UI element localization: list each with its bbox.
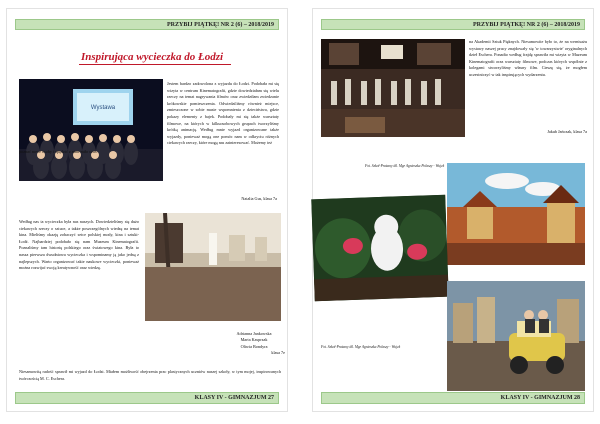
page-header: PRZYBIJ PIĄTKĘ! NR 2 (6) – 2018/2019 (15, 19, 279, 30)
signature-1: Natalia Gus, klasa 7a (241, 196, 277, 201)
signature-name: klasa 7e (271, 350, 285, 356)
car-photo (447, 281, 585, 391)
signature-name: Oliwia Bondyra (240, 343, 268, 349)
photo-caption: Fot. Szkoł-Prażany tkl. Mgr Agnieszka Polaszy - Wujek (365, 164, 445, 168)
exhibition-photo (321, 39, 465, 137)
page-right (312, 8, 594, 412)
screen-text: Wystawa (90, 105, 116, 111)
signature-name: Marta Kasprzak (240, 337, 268, 343)
article-text-2: Według nas ta wycieczka była nas naszych. Dowiedzieliśmy się dużo ciekawych rzeczy o sztuce, a także poszczególnych wiedzę na temat kina. Mieliśmy okazję zobaczyć setce polskiej mody, kina i sztuki- Łodź. Najbardziej podobało się nam Muzeum Kinematografii. Poznaliśmy tam historię polskiego oraz światowego kina. Była to nasza pierwsza dwudniowa wycieczka i wspominamy ją jako jedną z najlepszych. Warto organizować takie naukowe wycieczki, ponieważ można rozwijać swoją kreatywność oraz wiedzę. (19, 219, 139, 271)
closing-paragraph: Niesamowitą radość sprawił mi wyjazd do Łodzi. Miałem możliwość obejrzenia prac plastycznych uczniów naszej szkoły, w tym mojej, inspirowanych twórczością M. C. Eschera. (19, 369, 281, 381)
title-underline (79, 64, 231, 65)
signature-name: Adrianna Jankowska (236, 331, 272, 336)
photo-caption: Fot. Szkoł-Prażany tkl. Mgr Agnieszka Polaszy - Wujek (321, 345, 401, 349)
page-footer: KLASY IV - GIMNAZJUM 28 (321, 392, 585, 404)
signature-2 (199, 331, 309, 357)
childhood-photo (447, 163, 585, 265)
article-title: Inspirująca wycieczka do Łodzi (80, 51, 224, 63)
article-text-1-cont: poznać nowe osoby i spędzić z nimi miło czas. (19, 149, 98, 154)
article-text-1: Jestem bardzo zadowolona z wyjazdu do Łodzi. Podobała mi się wizyta w centrum Kinematografii, gdzie dowiedziałam się wielu rzeczy na temat nagrywania filmów oraz zwiedziłam zwiedzanie krókowskie pomieszczenia. Odwiedziliśmy również miejsce, zmieszczone w sobie masie wspomnienia z dzieciństwa, gdzie pokazy elementy z bajek. Podobały mi się także warsztaty filmowe, na których w kilkuosobowych grupach tworzyliśmy krótką animację. Według mnie wyjazd organizowane także wyjazdy, ponieważ mogą one pomóc nam w odkryciu różnych ciekawych rzeczy, które mogą nas zainteresować. Możemy też (167, 81, 279, 146)
moomin-photo (311, 195, 448, 302)
page-header: PRZYBIJ PIĄTKĘ! NR 2 (6) – 2018/2019 (321, 19, 585, 30)
article-text-3: na Akademii Sztuk Pięknych. Niesamowite było to, że na wernisażu wystawy naszej pracy znajdowały się 'w towarzystwie' oryginalnych dzieł Eschera. Ponadto według frajdę sprawiła mi wizyta w Muzeum Kinematografii oraz warsztaty filmowe, podczas których wspólnie z kolegami stworzyliśmy własny film. Cieszę się, że mogłem uczestniczyć w tak inspirujących wydarzeniu. (469, 39, 587, 77)
page-footer: KLASY IV - GIMNAZJUM 27 (15, 392, 279, 404)
signature-3: Jakub Jańczak, klasa 7a (547, 129, 587, 134)
page-left (6, 8, 288, 412)
museum-photo (145, 213, 281, 321)
